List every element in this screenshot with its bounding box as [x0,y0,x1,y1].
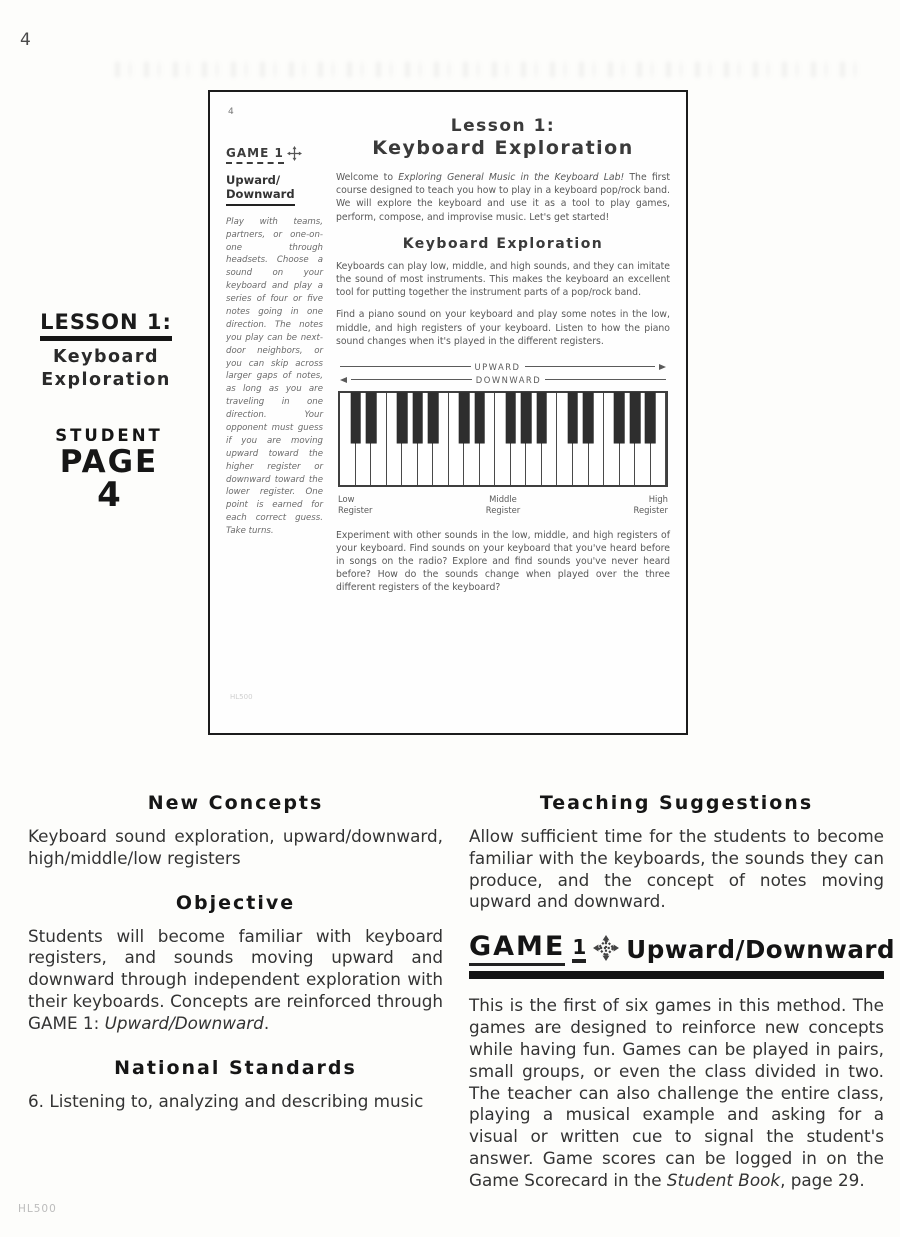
game-section-body: This is the first of six games in this method. The games are designed to reinforce new concepts while having fun. Games can be played in pairs, small groups, or even the class divided in two. The teacher can also challenge the entire class, playing a musical example and asking for a visual or written cue to signal the student's answer. Game scores can be logged in on the Game Scorecard in the Student Book, page 29. [469,995,884,1190]
upward-label: UPWARD [474,361,521,372]
objective-body: Students will become familiar with keyboard registers, and sounds moving upward and downward through independent exploration with their keyboards. Concepts are reinforced through GAME 1: Upward/Downward. [28,925,443,1033]
game-title: Upward/ Downward [226,173,295,206]
experiment-paragraph: Experiment with other sounds in the low, middle, and high registers of your keyboard. Find sounds on your keyboard that you've heard before in songs on the radio? Explore and find sounds you've never heard before? How do the sounds change when played over the three different registers of the keyboard? [336,529,670,594]
page-number: 4 [20,30,31,50]
student-page-reference [34,426,184,515]
lesson-sidebar-label [26,310,186,392]
game-logo-text: GAME 1 [226,146,284,164]
national-standards-heading: National Standards [114,1056,357,1079]
keyboard-paragraph-2: Find a piano sound on your keyboard and play some notes in the low, middle, and high registers of your keyboard. Listen to how the piano sound changes when it's played in the different registers. [336,309,670,347]
game-section-heading [469,931,895,979]
teacher-columns [28,792,895,1206]
right-arrowhead-icon [659,364,666,370]
game-number: 1 [572,937,586,963]
student-label: STUDENT [55,426,163,445]
move-arrows-icon [593,935,619,965]
downward-arrow [340,375,666,385]
publisher-code: HL500 [18,1203,57,1215]
game-title: Upward/Downward [626,934,895,964]
student-page-footer-mark: HL500 [230,693,253,701]
teaching-suggestions-heading: Teaching Suggestions [539,792,814,814]
high-register-label: High Register [633,493,668,516]
middle-register-label: Middle Register [485,493,521,516]
game-logo-text: GAME [469,933,565,966]
national-standards-body: 6. Listening to, analyzing and describing music [28,1090,424,1111]
keyboard-register-diagram [338,362,668,517]
student-game-sidebar [226,114,323,604]
left-column [28,792,443,1206]
keyboard-paragraph-1: Keyboards can play low, middle, and high sounds, and they can imitate the sound of most instruments. This makes the keyboard an excellent tool for putting together the instrument parts of a pop/rock band. [336,260,670,299]
low-register-label: Low Register [338,493,373,516]
page-value: 4 [97,474,121,515]
scan-bleedthrough-artifact [115,62,860,77]
lesson-number-label: LESSON 1: [40,310,172,341]
section-heading: Keyboard Exploration [402,235,604,252]
page-label: PAGE [59,443,159,480]
lesson-title-label: Keyboard Exploration [41,347,171,390]
left-arrowhead-icon [340,377,347,383]
right-column [469,792,895,1206]
new-concepts-heading: New Concepts [147,792,324,814]
downward-label: DOWNWARD [475,374,542,385]
student-page-title: Lesson 1: Keyboard Exploration [372,116,634,160]
register-labels [338,494,668,517]
game-description: Play with teams, partners, or one-on-one through headsets. Choose a sound on your keyboard and play a series of four or five notes going in one direction. The notes you play can be next-door neighbors, or you can skip across larger gaps of notes, as long as you are traveling in one direction. Your opponent must guess if you are moving upward toward the higher register or downward toward the lower register. One point is earned for each correct guess. Take turns. [226,216,323,537]
move-arrows-icon [287,146,302,165]
new-concepts-body: Keyboard sound exploration, upward/downward, high/middle/low registers [28,826,443,868]
student-page-scan [208,90,688,735]
objective-heading: Objective [175,891,296,914]
student-page-number: 4 [228,107,234,117]
upward-arrow [340,362,666,372]
intro-paragraph: Welcome to Exploring General Music in the Keyboard Lab! The first course designed to teach you how to play in a keyboard pop/rock band. We will explore the keyboard and use it as a tool to play games, perform, compose, and improvise music. Let's get started! [336,172,670,223]
teaching-suggestions-body: Allow sufficient time for the students to become familiar with the keyboards, the sounds they can produce, and the concept of notes moving upward and downward. [469,826,884,912]
student-page-main-column [336,114,670,604]
keyboard-diagram-keys [338,391,668,487]
